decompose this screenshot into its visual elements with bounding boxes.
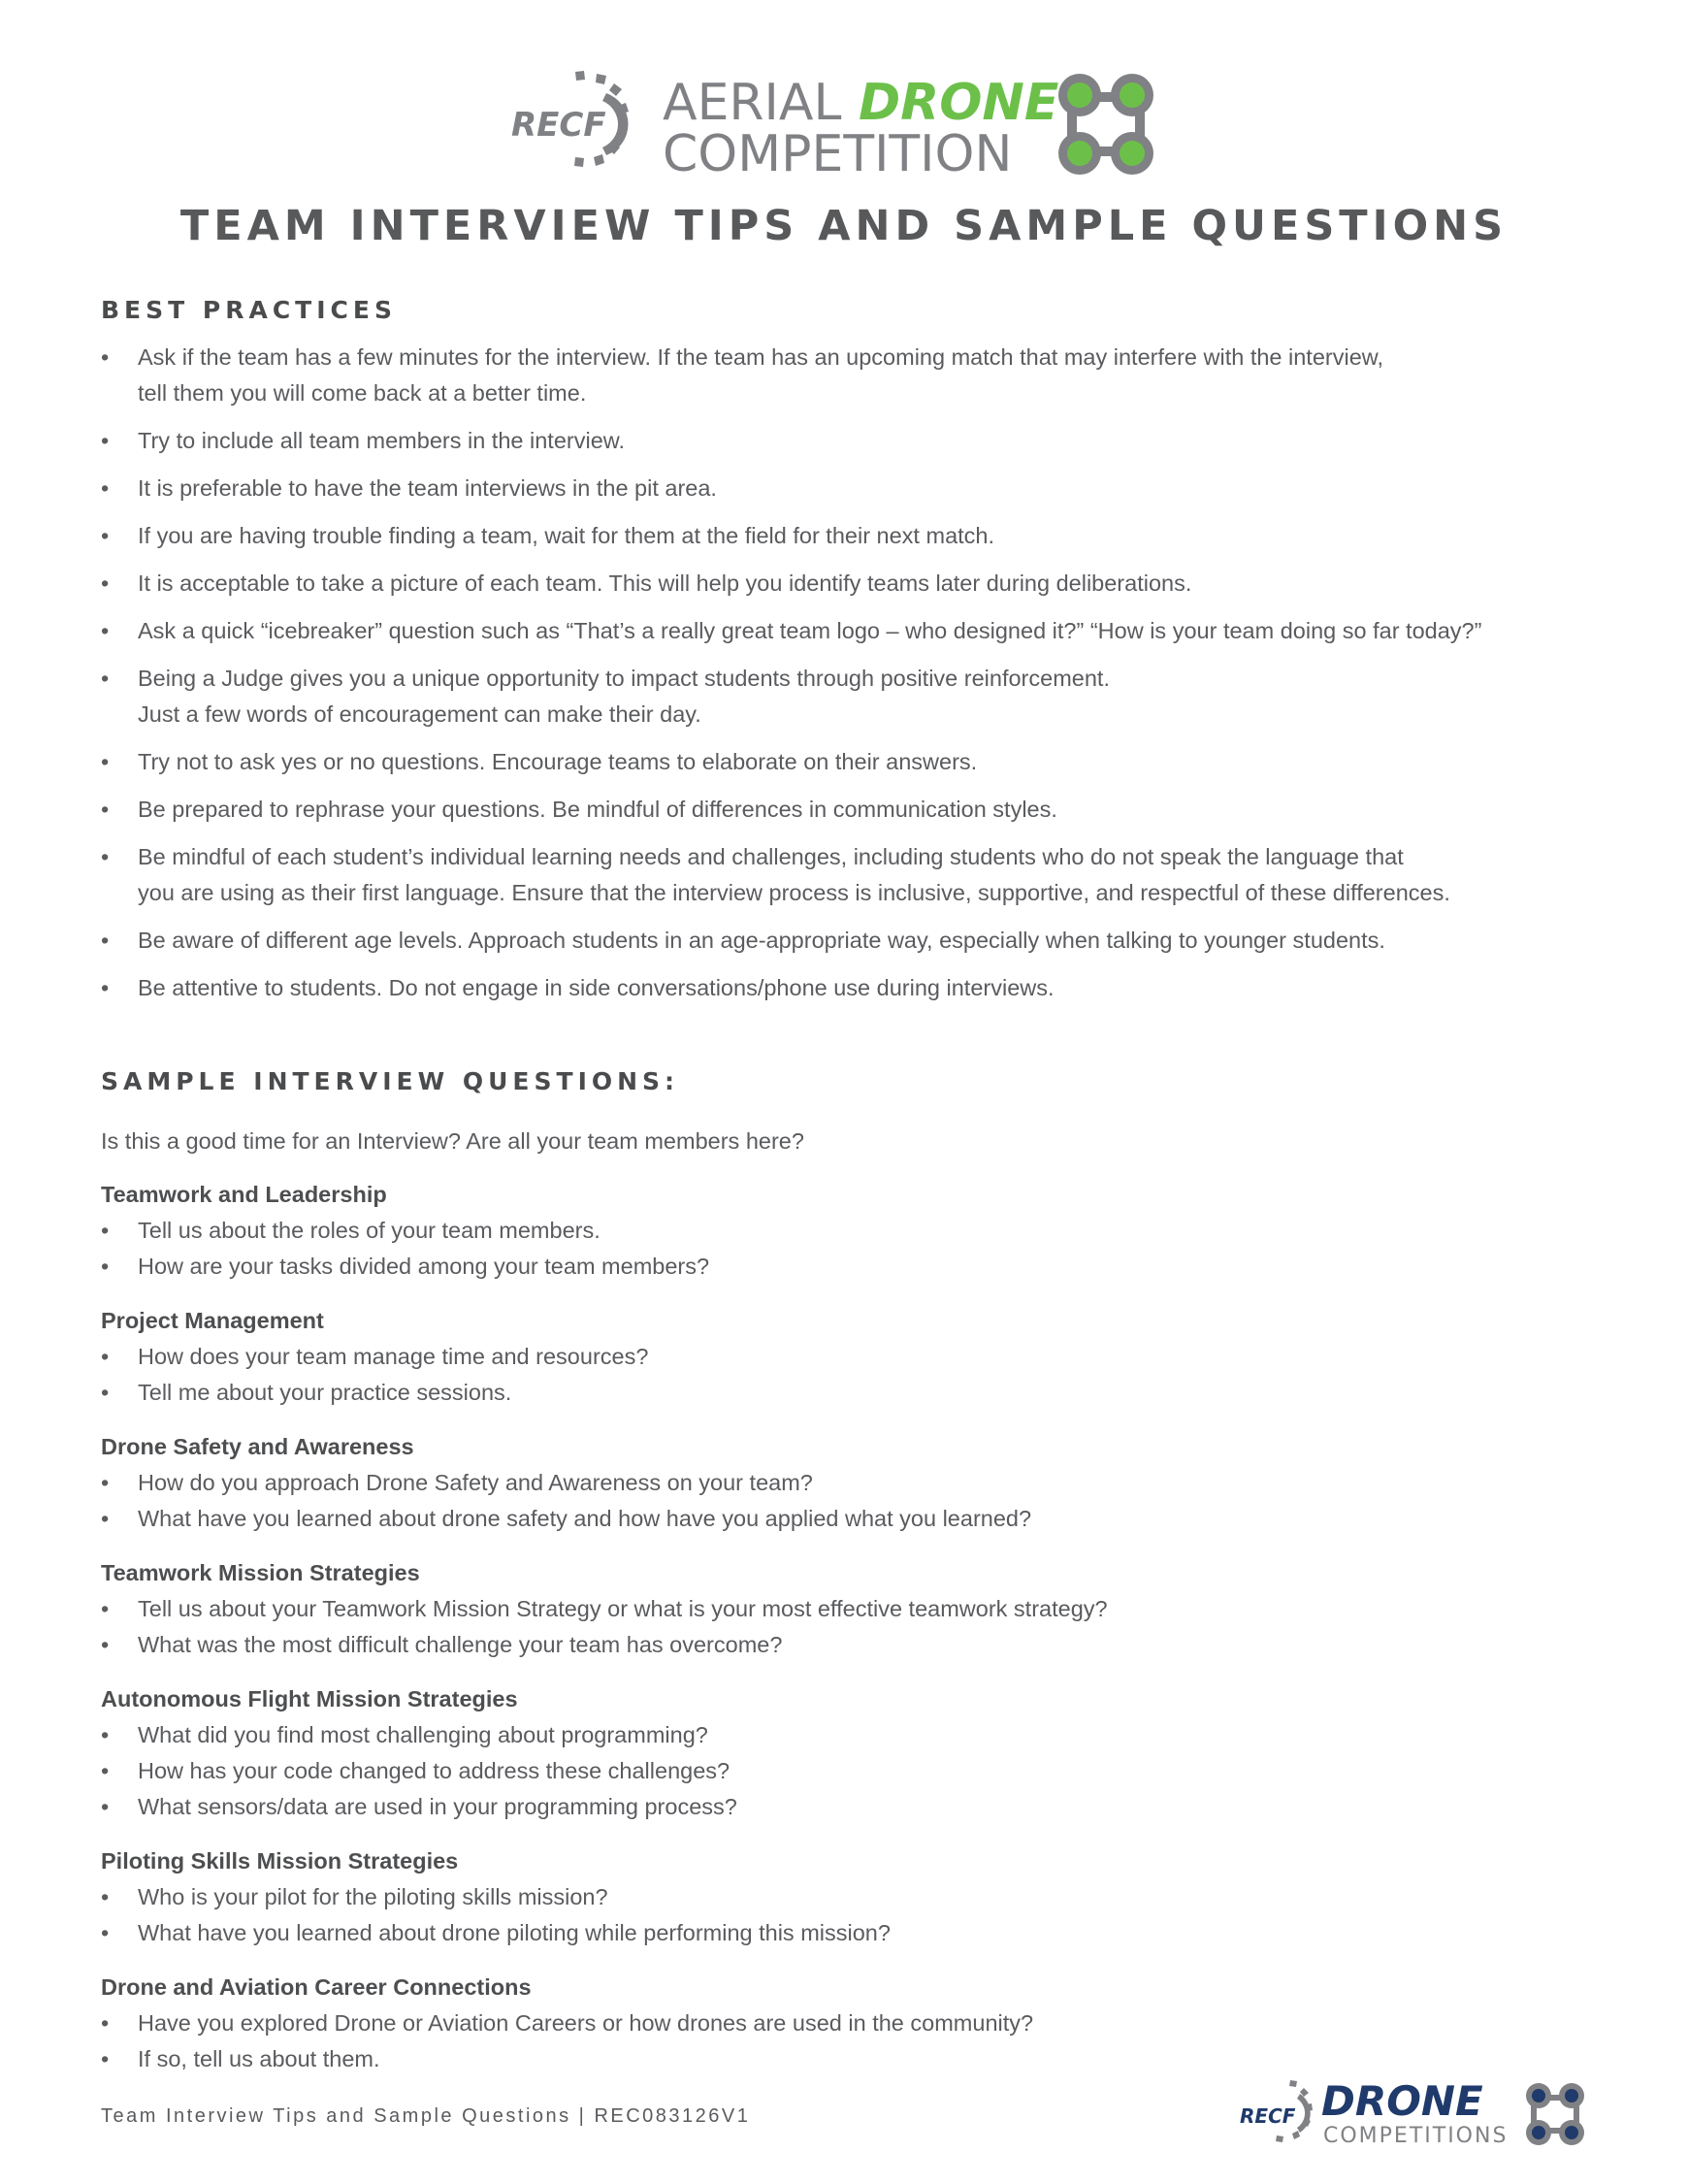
question-item	[101, 1879, 1556, 1915]
question-item	[101, 1753, 1556, 1789]
question-text: How does your team manage time and resources?	[138, 1344, 649, 1369]
question-text: Tell us about the roles of your team members.	[138, 1218, 601, 1243]
bullet-icon: •	[101, 1596, 110, 1621]
question-item	[101, 1591, 1556, 1627]
aerial-drone-competition-logo	[509, 66, 1179, 182]
best-practice-text: It is preferable to have the team interviews in the pit area.	[138, 475, 717, 501]
footer-logo-recf-text: RECF	[1240, 2104, 1296, 2128]
question-list	[101, 1213, 1556, 1285]
question-list	[101, 1339, 1556, 1411]
logo-recf-text: RECF	[511, 106, 606, 145]
page-title: TEAM INTERVIEW TIPS AND SAMPLE QUESTIONS	[179, 202, 1509, 250]
bullet-icon: •	[101, 928, 110, 953]
sample-questions-heading: SAMPLE INTERVIEW QUESTIONS:	[101, 1067, 680, 1095]
bullet-icon: •	[101, 475, 110, 501]
question-text: If so, tell us about them.	[138, 2046, 380, 2071]
intro-question: Is this a good time for an Interview? Are all your team members here?	[101, 1128, 804, 1154]
best-practice-text: Try not to ask yes or no questions. Encourage teams to elaborate on their answers.	[138, 749, 978, 774]
best-practice-item	[101, 923, 1614, 959]
question-group-title: Teamwork and Leadership	[101, 1182, 387, 1207]
question-text: Who is your pilot for the piloting skills mission?	[138, 1884, 608, 1909]
best-practice-item	[101, 839, 1614, 911]
question-group-title: Drone and Aviation Career Connections	[101, 1974, 532, 2000]
question-item	[101, 2041, 1556, 2077]
best-practice-text: It is acceptable to take a picture of each team. This will help you identify teams later during deliberations.	[138, 570, 1192, 596]
question-list	[101, 1717, 1556, 1825]
question-group-title: Teamwork Mission Strategies	[101, 1560, 420, 1585]
best-practice-item	[101, 518, 1614, 554]
question-item	[101, 1915, 1556, 1951]
question-list	[101, 1879, 1556, 1951]
best-practice-text: you are using as their first language. Ensure that the interview process is inclusive, supportive, and respectful of these differences.	[138, 880, 1450, 905]
bullet-icon: •	[101, 523, 110, 548]
best-practice-item	[101, 566, 1614, 602]
bullet-icon: •	[101, 344, 110, 370]
question-text: How has your code changed to address these challenges?	[138, 1758, 730, 1783]
bullet-icon: •	[101, 2046, 110, 2071]
bullet-icon: •	[101, 1794, 110, 1819]
best-practice-text: Try to include all team members in the interview.	[138, 428, 625, 453]
question-group	[101, 1681, 1556, 1825]
question-group	[101, 1303, 1556, 1411]
question-group-title: Drone Safety and Awareness	[101, 1434, 414, 1459]
bullet-icon: •	[101, 749, 110, 774]
bullet-icon: •	[101, 1470, 110, 1495]
question-list	[101, 1591, 1556, 1663]
footer-logo-drone-text: DRONE	[1321, 2077, 1483, 2125]
best-practice-item	[101, 613, 1614, 649]
bullet-icon: •	[101, 1758, 110, 1783]
best-practices-heading: BEST PRACTICES	[101, 296, 397, 324]
bullet-icon: •	[101, 844, 110, 869]
question-text: What was the most difficult challenge your team has overcome?	[138, 1632, 783, 1657]
footer-logo-competitions-text: COMPETITIONS	[1323, 2124, 1509, 2148]
question-item	[101, 2005, 1556, 2041]
bullet-icon: •	[101, 975, 110, 1000]
bullet-icon: •	[101, 1920, 110, 1945]
best-practices-list	[101, 340, 1614, 1018]
question-item	[101, 1717, 1556, 1753]
best-practice-text: Be prepared to rephrase your questions. Be mindful of differences in communication styles.	[138, 797, 1057, 822]
question-text: Have you explored Drone or Aviation Careers or how drones are used in the community?	[138, 2010, 1034, 2036]
question-text: What have you learned about drone piloting while performing this mission?	[138, 1920, 891, 1945]
best-practice-item	[101, 661, 1614, 733]
bullet-icon: •	[101, 428, 110, 453]
question-item	[101, 1249, 1556, 1285]
drone-competitions-logo	[1240, 2076, 1589, 2149]
question-item	[101, 1375, 1556, 1411]
best-practice-item	[101, 792, 1614, 828]
question-group-title: Autonomous Flight Mission Strategies	[101, 1686, 518, 1711]
question-text: How do you approach Drone Safety and Awareness on your team?	[138, 1470, 813, 1495]
best-practice-text: Be aware of different age levels. Approach students in an age-appropriate way, especially when talking to younger students.	[138, 928, 1385, 953]
bullet-icon: •	[101, 2010, 110, 2036]
best-practice-item	[101, 340, 1614, 411]
bullet-icon: •	[101, 618, 110, 643]
best-practice-item	[101, 423, 1614, 459]
question-item	[101, 1789, 1556, 1825]
bullet-icon: •	[101, 1722, 110, 1747]
question-item	[101, 1339, 1556, 1375]
drone-icon	[1058, 74, 1153, 175]
best-practice-text: Be attentive to students. Do not engage in side conversations/phone use during interviews.	[138, 975, 1055, 1000]
best-practice-text: tell them you will come back at a better time.	[138, 380, 587, 406]
question-item	[101, 1627, 1556, 1663]
bullet-icon: •	[101, 1254, 110, 1279]
question-item	[101, 1465, 1556, 1501]
footer-drone-icon	[1526, 2083, 1584, 2145]
best-practice-text: Ask a quick “icebreaker” question such as “That’s a really great team logo – who designed it?” “How is your team doing so far today?”	[138, 618, 1482, 643]
bullet-icon: •	[101, 1344, 110, 1369]
question-item	[101, 1213, 1556, 1249]
best-practice-text: Being a Judge gives you a unique opportunity to impact students through positive reinforcement.	[138, 666, 1110, 691]
question-text: How are your tasks divided among your team members?	[138, 1254, 710, 1279]
best-practice-text: If you are having trouble finding a team, wait for them at the field for their next match.	[138, 523, 995, 548]
question-group	[101, 1429, 1556, 1537]
bullet-icon: •	[101, 797, 110, 822]
question-group	[101, 1555, 1556, 1663]
best-practice-item	[101, 471, 1614, 506]
question-text: Tell me about your practice sessions.	[138, 1380, 512, 1405]
best-practice-item	[101, 970, 1614, 1006]
question-group	[101, 1970, 1556, 2077]
best-practice-item	[101, 744, 1614, 780]
bullet-icon: •	[101, 666, 110, 691]
bullet-icon: •	[101, 1218, 110, 1243]
logo-drone-text: DRONE	[859, 74, 1059, 132]
best-practice-text: Ask if the team has a few minutes for the interview. If the team has an upcoming match that may interfere with the interview,	[138, 344, 1383, 370]
bullet-icon: •	[101, 1632, 110, 1657]
question-text: What sensors/data are used in your programming process?	[138, 1794, 737, 1819]
question-group-title: Project Management	[101, 1308, 324, 1333]
best-practice-text: Just a few words of encouragement can make their day.	[138, 701, 701, 727]
question-item	[101, 1501, 1556, 1537]
bullet-icon: •	[101, 1884, 110, 1909]
bullet-icon: •	[101, 1380, 110, 1405]
best-practice-text: Be mindful of each student’s individual learning needs and challenges, including students who do not speak the language that	[138, 844, 1404, 869]
question-list	[101, 2005, 1556, 2077]
question-text: Tell us about your Teamwork Mission Strategy or what is your most effective teamwork strategy?	[138, 1596, 1108, 1621]
logo-competition-text: COMPETITION	[663, 125, 1013, 182]
bullet-icon: •	[101, 570, 110, 596]
question-text: What did you find most challenging about programming?	[138, 1722, 708, 1747]
bullet-icon: •	[101, 1506, 110, 1531]
logo-aerial-text: AERIAL	[663, 74, 842, 132]
footer-text: Team Interview Tips and Sample Questions | REC083126V1	[101, 2105, 751, 2127]
question-list	[101, 1465, 1556, 1537]
question-group	[101, 1177, 1556, 1285]
question-group	[101, 1843, 1556, 1951]
question-text: What have you learned about drone safety and how have you applied what you learned?	[138, 1506, 1032, 1531]
question-group-title: Piloting Skills Mission Strategies	[101, 1848, 459, 1874]
